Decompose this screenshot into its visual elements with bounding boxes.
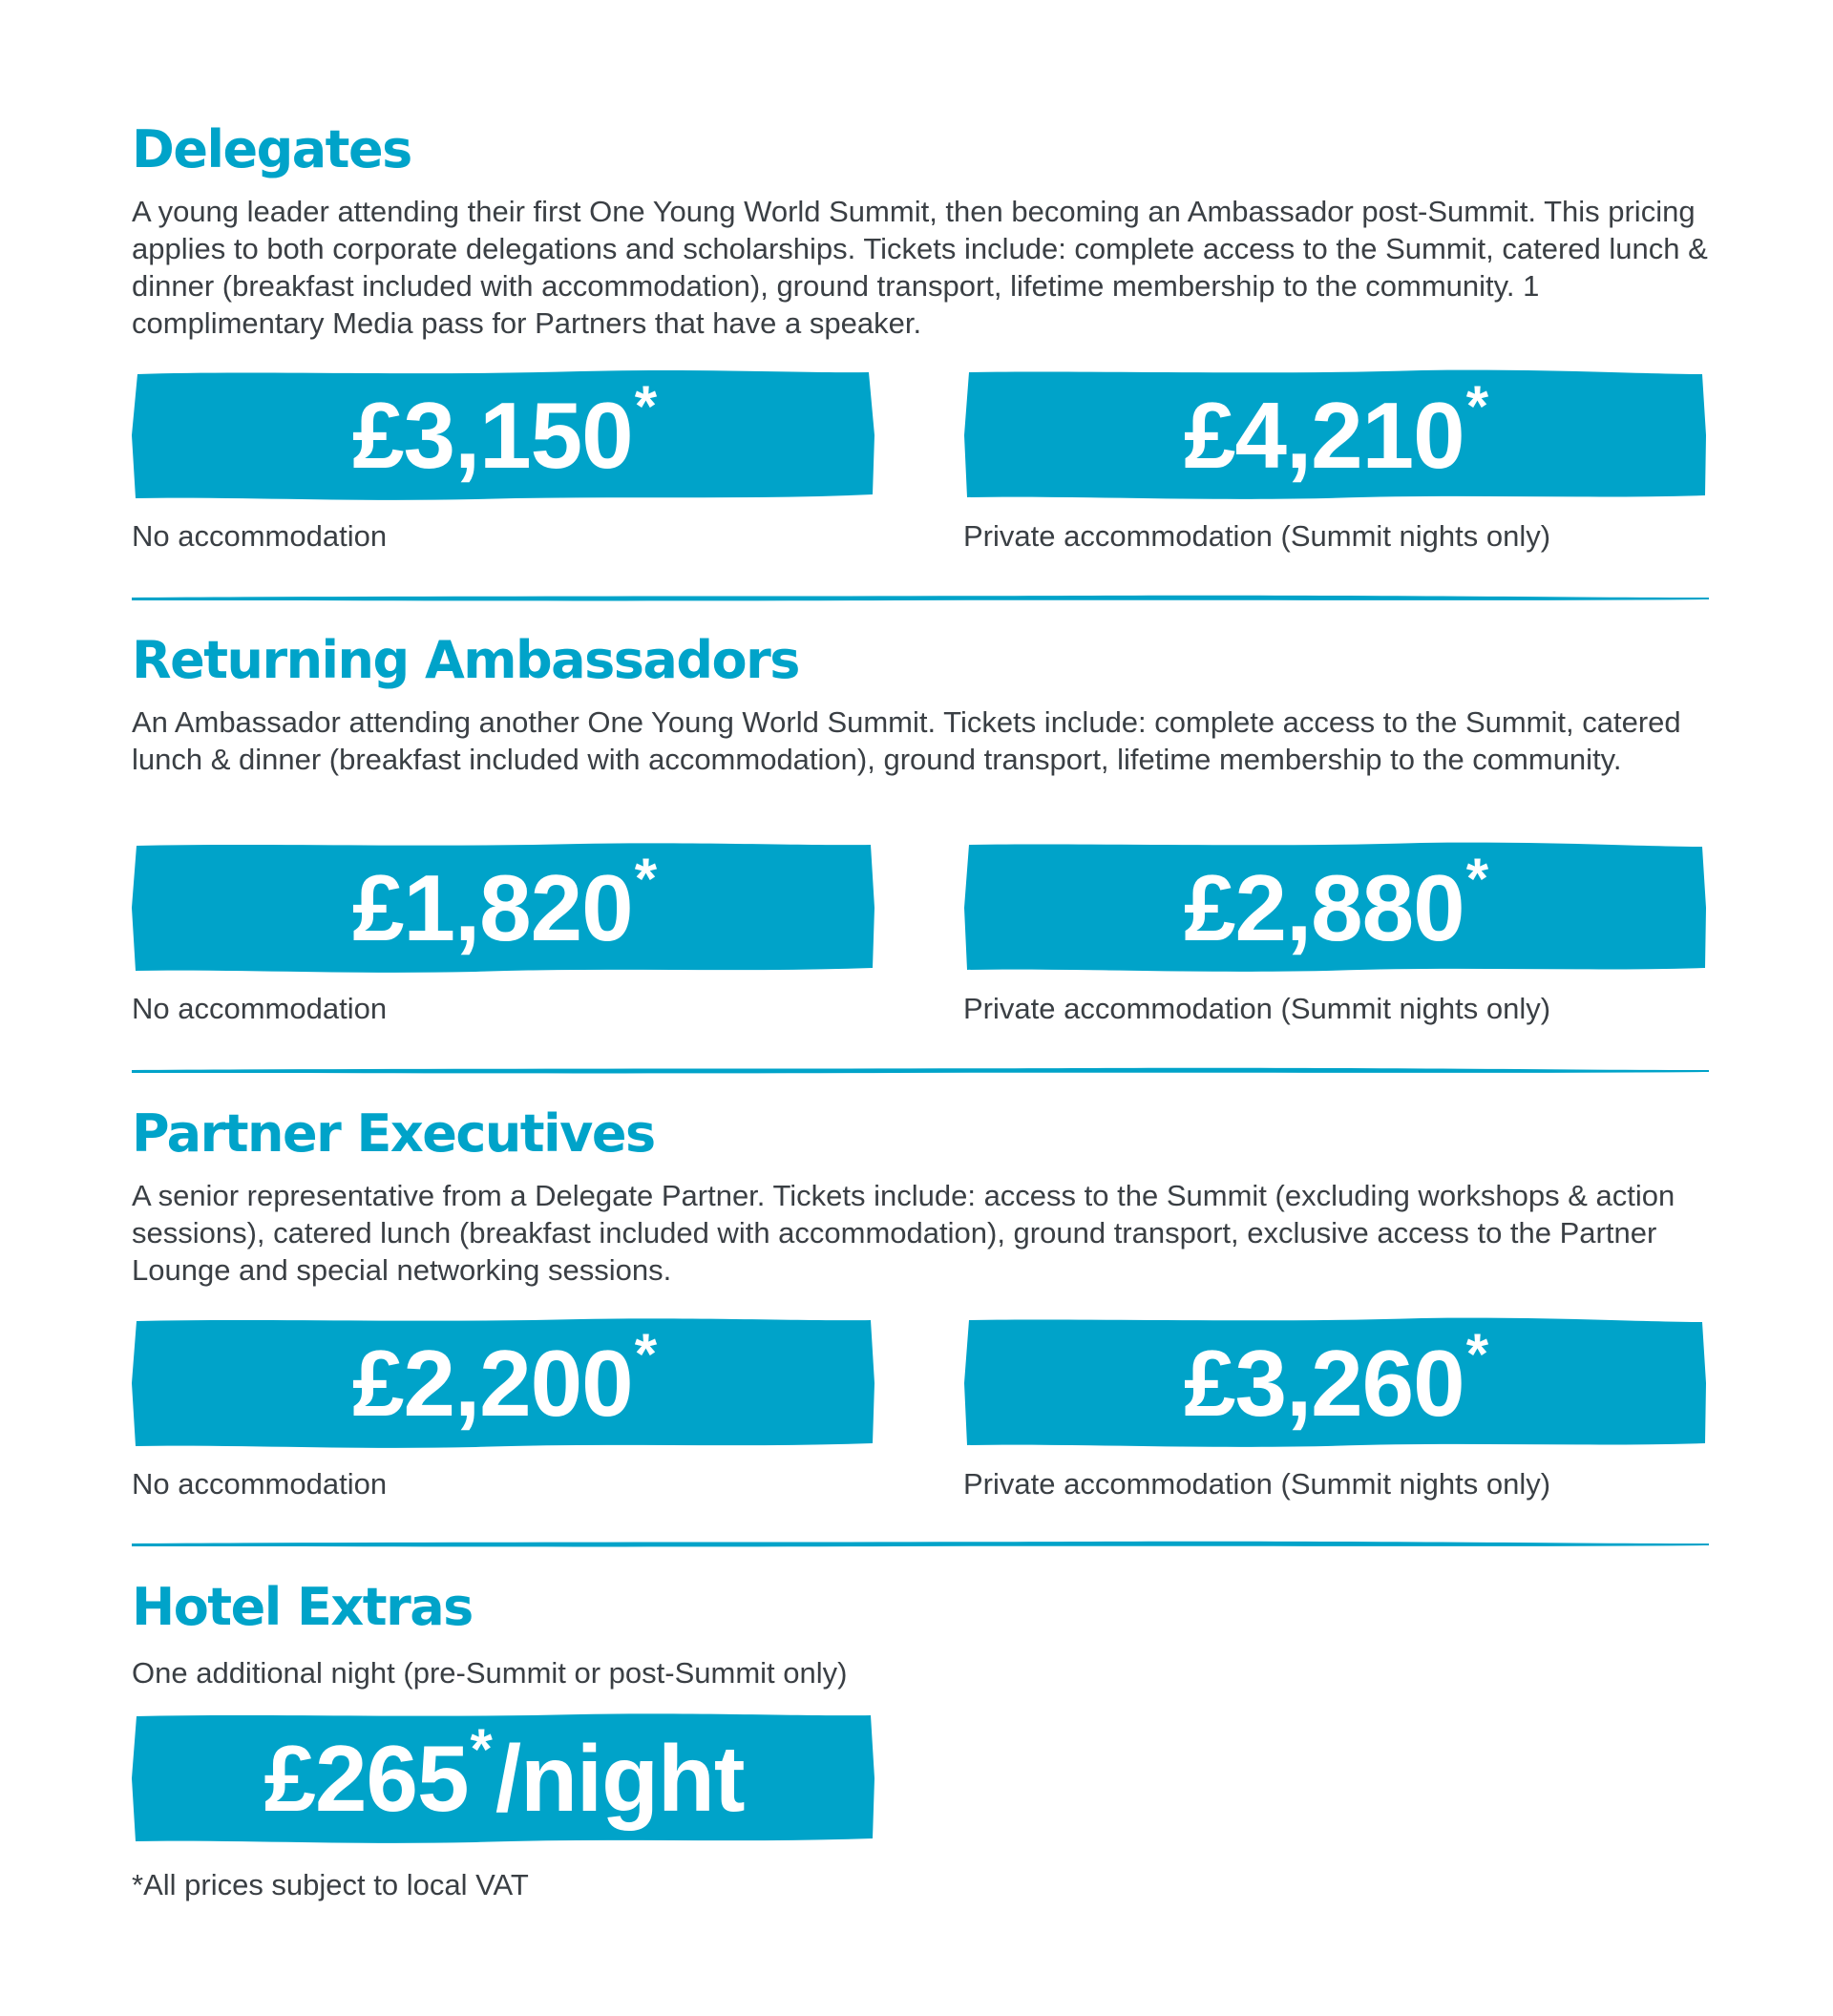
price-asterisk: * [1465,1322,1488,1386]
price-label: Private accommodation (Summit nights only) [963,1467,1551,1501]
vat-footnote: *All prices subject to local VAT [132,1868,529,1901]
section-divider [132,595,1709,602]
section-divider [132,1067,1709,1075]
price-no-accommodation [132,1316,876,1501]
price-private-accommodation [963,368,1708,553]
section-title: Returning Ambassadors [132,630,799,690]
price-amount: £265 [263,1726,469,1831]
price-label: Private accommodation (Summit nights only) [963,519,1551,553]
section-title: Hotel Extras [132,1577,473,1637]
price-label: Private accommodation (Summit nights only) [963,992,1551,1025]
price-no-accommodation [132,368,876,553]
price-label: No accommodation [132,519,388,553]
price-label: No accommodation [132,1467,388,1501]
section-title: Partner Executives [132,1103,655,1164]
price-value [963,368,1708,502]
price-asterisk: * [1465,847,1488,911]
price-amount: £2,880 [1183,855,1464,960]
price-value [963,841,1708,975]
price-amount: £3,150 [351,383,633,488]
price-per-night [132,1712,876,1845]
price-asterisk: * [634,374,657,438]
price-private-accommodation [963,841,1708,1025]
price-value [132,841,876,975]
price-asterisk: * [634,847,657,911]
price-amount: £2,200 [351,1331,633,1436]
price-asterisk: * [634,1322,657,1386]
section-description: One additional night (pre-Summit or post-Summit only) [132,1656,848,1690]
price-value [132,368,876,502]
price-asterisk: * [1465,374,1488,438]
price-value [963,1316,1708,1450]
price-amount: £1,820 [351,855,633,960]
price-value [132,1316,876,1450]
section-description: A senior representative from a Delegate Partner. Tickets include: access to the Summit (excluding workshops & action sessions), catered lunch (breakfast included with accommodation), ground transport, exclusive access to the Partner Lounge and special networking sessions. [132,1179,1675,1287]
price-no-accommodation [132,841,876,1025]
price-asterisk: * [470,1717,492,1781]
section-title: Delegates [132,119,411,179]
price-amount: £3,260 [1183,1331,1464,1436]
section-divider [132,1541,1709,1548]
section-description: A young leader attending their first One Young World Summit, then becoming an Ambassador post-Summit. This pricing applies to both corporate delegations and scholarships. Tickets include: complete access to the Summit, catered lunch & dinner (breakfast included with accommodation), ground transport, lifetime membership to the community. 1 complimentary Media pass for Partners that have a speaker. [132,195,1708,340]
section-description: An Ambassador attending another One Young World Summit. Tickets include: complete access to the Summit, catered lunch & dinner (breakfast included with accommodation), ground transport, lifetime membership to the community. [132,705,1681,776]
price-suffix: /night [495,1726,745,1831]
price-label: No accommodation [132,992,388,1025]
price-value [132,1712,876,1845]
price-amount: £4,210 [1183,383,1464,488]
price-private-accommodation [963,1316,1708,1501]
